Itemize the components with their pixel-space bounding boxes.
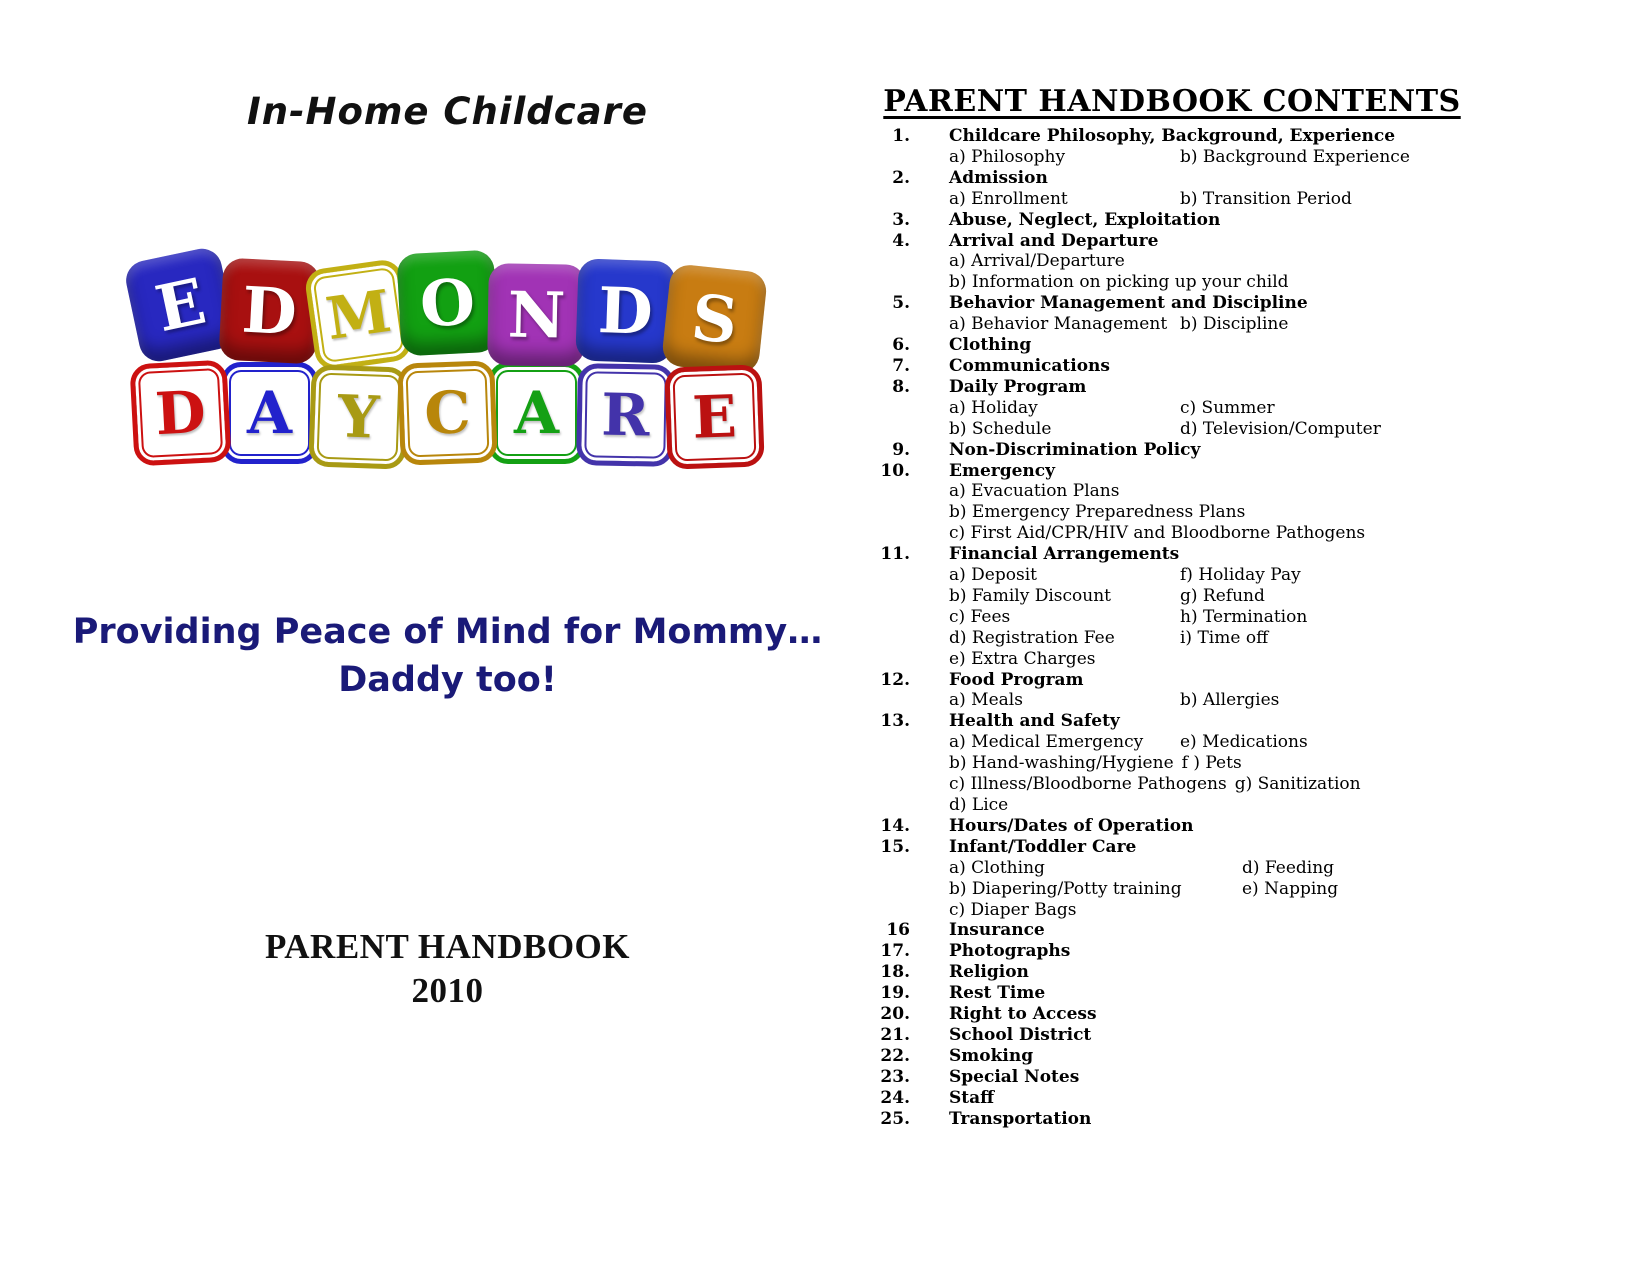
toc-item-title: School District [949,1024,1092,1045]
toc-subitems [949,628,1268,649]
toc-item-number [842,272,910,293]
toc-item-number: 7. [892,355,910,376]
toc-item [842,377,1502,398]
toc-subitems [949,649,1180,670]
toc-item-title: Rest Time [949,983,1046,1004]
toc-subitems [949,419,1381,440]
toc-subitem-left: a) Arrival/Departure [949,251,1125,272]
toc-item-number [842,879,910,900]
cover-title-year: 2010 [411,971,484,1010]
toc-item-number: 3. [892,209,910,230]
toc-subitem-right: b) Allergies [1180,690,1280,711]
logo-block-e: E [122,245,238,365]
toc-item [842,670,1502,691]
toc-subitems [949,900,1180,921]
toc-item [842,1067,1502,1088]
toc-subitem-row [842,628,1502,649]
toc-item-title: Health and Safety [949,711,1120,732]
toc-item-number [842,753,910,774]
toc-rows [842,126,1502,1130]
toc-item-number [842,502,910,523]
toc-subitem-row [842,753,1502,774]
toc-item-number: 10. [880,460,910,481]
toc-subitem-left: c) Diaper Bags [949,899,1077,920]
toc-item-number: 5. [892,293,910,314]
toc-subitem-row [842,858,1502,879]
toc-item-number: 4. [892,230,910,251]
logo-block-d: D [218,258,320,365]
toc-subitem-right: c) Summer [1180,397,1275,418]
toc-item-number: 22. [880,1045,910,1066]
toc-subitem-right: b) Discipline [1180,314,1289,335]
toc-item-number: 9. [892,439,910,460]
toc-subitems [949,795,1180,816]
toc-subitem-left: a) Clothing [949,857,1045,878]
logo-block-e: E [664,364,765,469]
toc-subitems [949,251,1180,272]
logo-row-edmonds [136,250,759,370]
toc-subitems [949,314,1288,335]
toc-subitems [949,879,1338,900]
toc-subitem-row [842,607,1502,628]
toc-item-number [842,314,910,335]
toc-item-title: Abuse, Neglect, Exploitation [949,209,1221,230]
toc-item-number: 12. [880,669,910,690]
toc-subitem-left: a) Enrollment [949,188,1068,209]
toc-subitems [949,272,1297,293]
toc-subitems [949,858,1334,879]
toc-item-number: 20. [880,1004,910,1025]
toc-item-number [842,565,910,586]
toc-item [842,962,1502,983]
toc-item-number [842,523,910,544]
logo-block-y: Y [308,364,409,469]
toc-subitem-row [842,586,1502,607]
toc-subitem-left: b) Schedule [949,418,1052,439]
toc-subitem-left: a) Evacuation Plans [949,481,1120,502]
toc-subitem-row [842,732,1502,753]
toc-item [842,1004,1502,1025]
toc-item-number [842,147,910,168]
toc-subitem-row [842,690,1502,711]
logo-block-a: A [221,362,318,464]
toc-subitem-row [842,900,1502,921]
toc-subitem-row [842,481,1502,502]
toc-item-number: 8. [892,376,910,397]
toc-subitem-left: a) Philosophy [949,146,1066,167]
toc-item-number [842,586,910,607]
toc-subitem-row [842,251,1502,272]
logo-block-m: M [303,258,413,373]
toc-subitems [949,189,1352,210]
toc-subitem-left: c) Illness/Bloodborne Pathogens [949,774,1227,795]
toc-item-number: 13. [880,711,910,732]
toc-item-number: 17. [880,941,910,962]
toc-item-title: Emergency [949,460,1056,481]
logo-block-c: C [397,360,498,465]
toc-subitems [949,732,1308,753]
toc-item-number: 23. [880,1066,910,1087]
toc-subitem-left: a) Deposit [949,565,1037,586]
logo-block-a: A [488,362,585,464]
toc-item [842,1109,1502,1130]
toc-subitem-row [842,649,1502,670]
toc-item [842,168,1502,189]
toc-subitems [949,690,1279,711]
cover-title [0,925,895,1013]
logo-block-d: D [129,360,231,467]
logo-row-daycare [136,362,759,468]
toc-subitem-right: g) Sanitization [1234,774,1361,795]
toc-item-number [842,419,910,440]
toc-subitem-row [842,314,1502,335]
toc-subitems [949,586,1265,607]
toc-subitem-right: h) Termination [1180,606,1308,627]
toc-item-title: Childcare Philosophy, Background, Experience [949,126,1396,146]
toc-item-title: Special Notes [949,1066,1080,1087]
tagline [0,608,895,704]
logo-block-s: S [661,263,768,375]
toc-item [842,440,1502,461]
toc-subitem-right: b) Background Experience [1180,146,1410,167]
toc-subitem-right: f ) Pets [1181,753,1242,774]
toc-item-number: 11. [880,544,910,565]
toc-item-title: Admission [949,167,1048,188]
toc-item-title: Infant/Toddler Care [949,836,1137,857]
toc-title: PARENT HANDBOOK CONTENTS [883,84,1461,119]
toc-item [842,1088,1502,1109]
toc-item-title: Transportation [949,1108,1092,1129]
toc-subitem-right: e) Napping [1242,878,1339,899]
toc-item-number [842,858,910,879]
toc-item [842,544,1502,565]
toc-item-title: Staff [949,1087,995,1108]
toc-subitems [949,523,1373,544]
toc-subitem-right: b) Transition Period [1180,188,1352,209]
logo-block-o: O [396,250,498,357]
toc-item-number: 6. [892,335,910,356]
toc-item-number [842,481,910,502]
toc-item-number: 19. [880,983,910,1004]
toc-item-title: Communications [949,355,1110,376]
toc-subitem-left: a) Meals [949,690,1023,711]
logo-block-r: R [576,363,675,467]
toc-item-number: 2. [892,167,910,188]
toc-item-title: Clothing [949,335,1032,356]
toc-item [842,816,1502,837]
toc-subitems [949,147,1410,168]
toc-subitem-right: d) Feeding [1242,857,1335,878]
toc-subitem-row [842,189,1502,210]
toc-subitem-row [842,565,1502,586]
toc-item-title: Food Program [949,669,1084,690]
toc-subitem-left: e) Extra Charges [949,648,1096,669]
toc-item [842,711,1502,732]
cover-title-line1: PARENT HANDBOOK [265,927,630,966]
toc-subitem-row [842,523,1502,544]
table-of-contents [842,84,1502,1130]
toc-item-number: 25. [880,1108,910,1129]
toc-subitem-row [842,419,1502,440]
toc-item-number [842,189,910,210]
toc-item-number: 16 [886,920,910,941]
toc-item-number [842,649,910,670]
toc-item-number [842,398,910,419]
toc-subitem-left: a) Behavior Management [949,314,1168,335]
logo-block-d: D [575,258,676,363]
toc-subitem-left: b) Family Discount [949,585,1111,606]
toc-item [842,293,1502,314]
toc-subitem-left: b) Information on picking up your child [949,272,1289,293]
toc-subitem-row [842,795,1502,816]
toc-subitem-left: d) Registration Fee [949,627,1115,648]
toc-subitem-left: c) Fees [949,606,1011,627]
toc-item [842,461,1502,482]
toc-item-number: 21. [880,1024,910,1045]
toc-item [842,231,1502,252]
toc-item [842,210,1502,231]
toc-item-number [842,628,910,649]
toc-item-number: 15. [880,836,910,857]
toc-item-title: Photographs [949,941,1071,962]
toc-item [842,335,1502,356]
toc-item-number: 18. [880,962,910,983]
toc-subitems [949,565,1301,586]
toc-subitems [949,398,1275,419]
toc-item-number: 14. [880,815,910,836]
toc-item-number [842,900,910,921]
toc-item [842,837,1502,858]
toc-item-title: Insurance [949,920,1045,941]
tagline-line1: Providing Peace of Mind for Mommy… [72,612,823,652]
toc-item-number [842,251,910,272]
toc-item-number [842,690,910,711]
toc-subitem-right: f) Holiday Pay [1180,565,1301,586]
toc-subitem-right: i) Time off [1180,627,1269,648]
logo-block-n: N [487,263,586,367]
toc-subitem-left: b) Diapering/Potty training [949,878,1182,899]
toc-item-title: Smoking [949,1045,1034,1066]
toc-item [842,941,1502,962]
toc-subitem-row [842,398,1502,419]
edmonds-daycare-logo [0,250,895,468]
toc-item-number: 24. [880,1087,910,1108]
tagline-line2: Daddy too! [338,660,557,700]
toc-item-number [842,795,910,816]
toc-subitem-right: g) Refund [1180,585,1265,606]
toc-item-title: Daily Program [949,376,1087,397]
toc-subitems [949,481,1180,502]
toc-subitem-right: e) Medications [1180,732,1308,753]
toc-subitems [949,607,1307,628]
toc-subitem-left: a) Medical Emergency [949,732,1144,753]
toc-subitems [949,774,1361,795]
toc-item [842,356,1502,377]
toc-subitem-row [842,147,1502,168]
toc-subitem-row [842,502,1502,523]
toc-item-number [842,732,910,753]
toc-item [842,126,1502,147]
toc-subitem-row [842,774,1502,795]
toc-item-number: 1. [892,126,910,146]
toc-subitem-right: d) Television/Computer [1180,418,1381,439]
toc-subitem-row [842,272,1502,293]
toc-subitem-left: c) First Aid/CPR/HIV and Bloodborne Pathogens [949,523,1366,544]
toc-item [842,1025,1502,1046]
toc-subitem-row [842,879,1502,900]
toc-subitem-left: b) Hand-washing/Hygiene [949,753,1174,774]
toc-item [842,920,1502,941]
toc-item-title: Financial Arrangements [949,544,1180,565]
toc-subitem-left: a) Holiday [949,397,1038,418]
toc-item-title: Behavior Management and Discipline [949,293,1308,314]
toc-subitems [949,753,1242,774]
toc-item-title: Right to Access [949,1004,1097,1025]
cover-subtitle: In-Home Childcare [247,90,648,133]
toc-subitem-left: d) Lice [949,795,1009,815]
toc-item [842,983,1502,1004]
toc-item-title: Non-Discrimination Policy [949,439,1201,460]
toc-item-title: Arrival and Departure [949,230,1159,251]
toc-item-title: Hours/Dates of Operation [949,815,1194,836]
toc-item [842,1046,1502,1067]
toc-item-number [842,774,910,795]
toc-item-number [842,607,910,628]
toc-item-title: Religion [949,962,1029,983]
toc-subitems [949,502,1253,523]
toc-subitem-left: b) Emergency Preparedness Plans [949,502,1246,523]
